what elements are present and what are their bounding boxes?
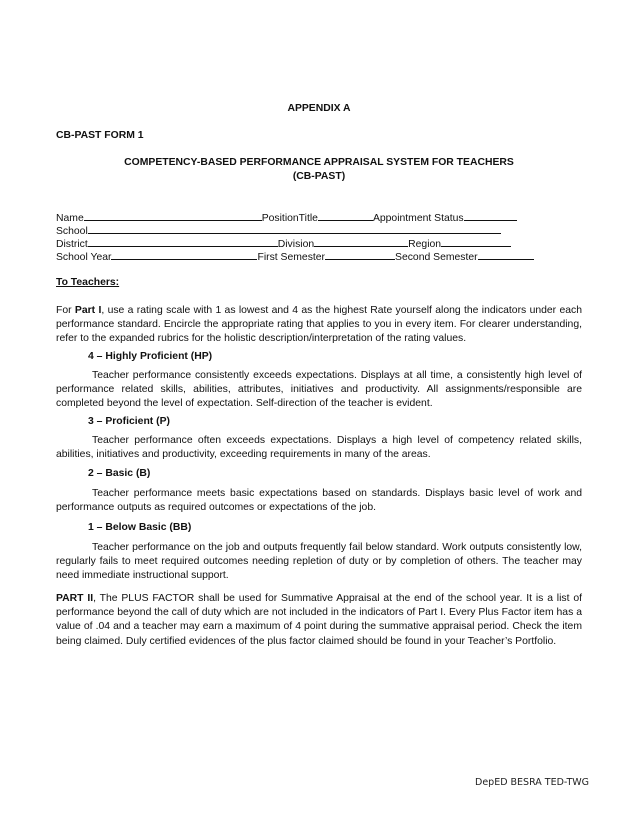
first-semester-field[interactable] <box>325 248 395 260</box>
name-label: Name <box>56 213 84 224</box>
division-field[interactable] <box>314 235 408 247</box>
rating-label-p: 3 – Proficient (P) <box>88 416 170 427</box>
appointment-label: Appointment Status <box>372 213 464 224</box>
position-field[interactable] <box>318 209 373 221</box>
document-title: COMPETENCY-BASED PERFORMANCE APPRAISAL SYSTEM FOR TEACHERS <box>124 157 514 168</box>
field-row-school-year <box>56 248 534 264</box>
page-footer: DepED BESRA TED-TWG <box>475 777 590 788</box>
second-semester-field[interactable] <box>478 248 534 260</box>
rating-description-b: Teacher performance meets basic expectations based on standards. Displays basic level of work and performance outputs as required outcomes or expectations of the job. <box>56 488 582 514</box>
region-label: Region <box>408 239 442 250</box>
part2-instructions <box>56 592 582 649</box>
position-label: PositionTitle <box>261 213 318 224</box>
rating-description-bb: Teacher performance on the job and outputs frequently fail below standard. Work outputs consistently low, regularly fails to meet required outcomes needing repletion of duty or by completion of others. The teacher may need immediate instructional support. <box>56 542 582 582</box>
part2-label: PART II <box>56 593 94 604</box>
school-field[interactable] <box>88 222 501 234</box>
part1-prefix: For <box>56 305 75 316</box>
name-field[interactable] <box>84 209 262 221</box>
form-label: CB-PAST FORM 1 <box>56 130 144 141</box>
second-semester-label: Second Semester <box>395 252 478 263</box>
appointment-field[interactable] <box>464 209 517 221</box>
school-label: School <box>56 226 88 237</box>
rating-label-hp: 4 – Highly Proficient (HP) <box>88 351 213 362</box>
rating-description-p: Teacher performance often exceeds expectations. Displays a high level of competency related skills, abilities, initiatives and productivity, exceeding requirements in many of the areas. <box>56 435 582 461</box>
division-label: Division <box>277 239 315 250</box>
part2-text: , The PLUS FACTOR shall be used for Summative Appraisal at the end of the school year. It is a list of performance beyond the call of duty which are not included in the indicators of Part I. Every Plus Factor item has a value of .04 and a teacher may earn a maximum of 4 point during the summative appraisal period. Check the item being claimed. Duly certified evidences of the plus factor claimed should be found in your Teacher’s Portfolio. <box>56 593 582 647</box>
part1-text: , use a rating scale with 1 as lowest and 4 as the highest Rate yourself along the indicators under each performance standard. Encircle the appropriate rating that applies to you in every item. For clearer understanding, refer to the expanded rubrics for the holistic description/interpretation of the rating values. <box>56 305 582 345</box>
school-year-label: School Year <box>56 252 112 263</box>
rating-label-b: 2 – Basic (B) <box>88 468 151 479</box>
district-field[interactable] <box>88 235 278 247</box>
school-year-field[interactable] <box>111 248 257 260</box>
part1-label: Part I <box>74 305 102 316</box>
instructions-heading: To Teachers: <box>56 277 120 288</box>
rating-label-bb: 1 – Below Basic (BB) <box>88 522 192 533</box>
region-field[interactable] <box>441 235 511 247</box>
document-subtitle: (CB-PAST) <box>292 171 346 182</box>
rating-description-hp: Teacher performance consistently exceeds expectations. Displays at all time, a consistently high level of performance related skills, abilities, attributes, initiatives and productivity. All assignments/responsible are completed beyond the level of expectation. Self-direction of the teacher is evident. <box>56 370 582 410</box>
first-semester-label: First Semester <box>257 252 326 263</box>
appendix-title: APPENDIX A <box>287 103 351 114</box>
part1-instructions <box>56 304 582 347</box>
district-label: District <box>56 239 88 250</box>
